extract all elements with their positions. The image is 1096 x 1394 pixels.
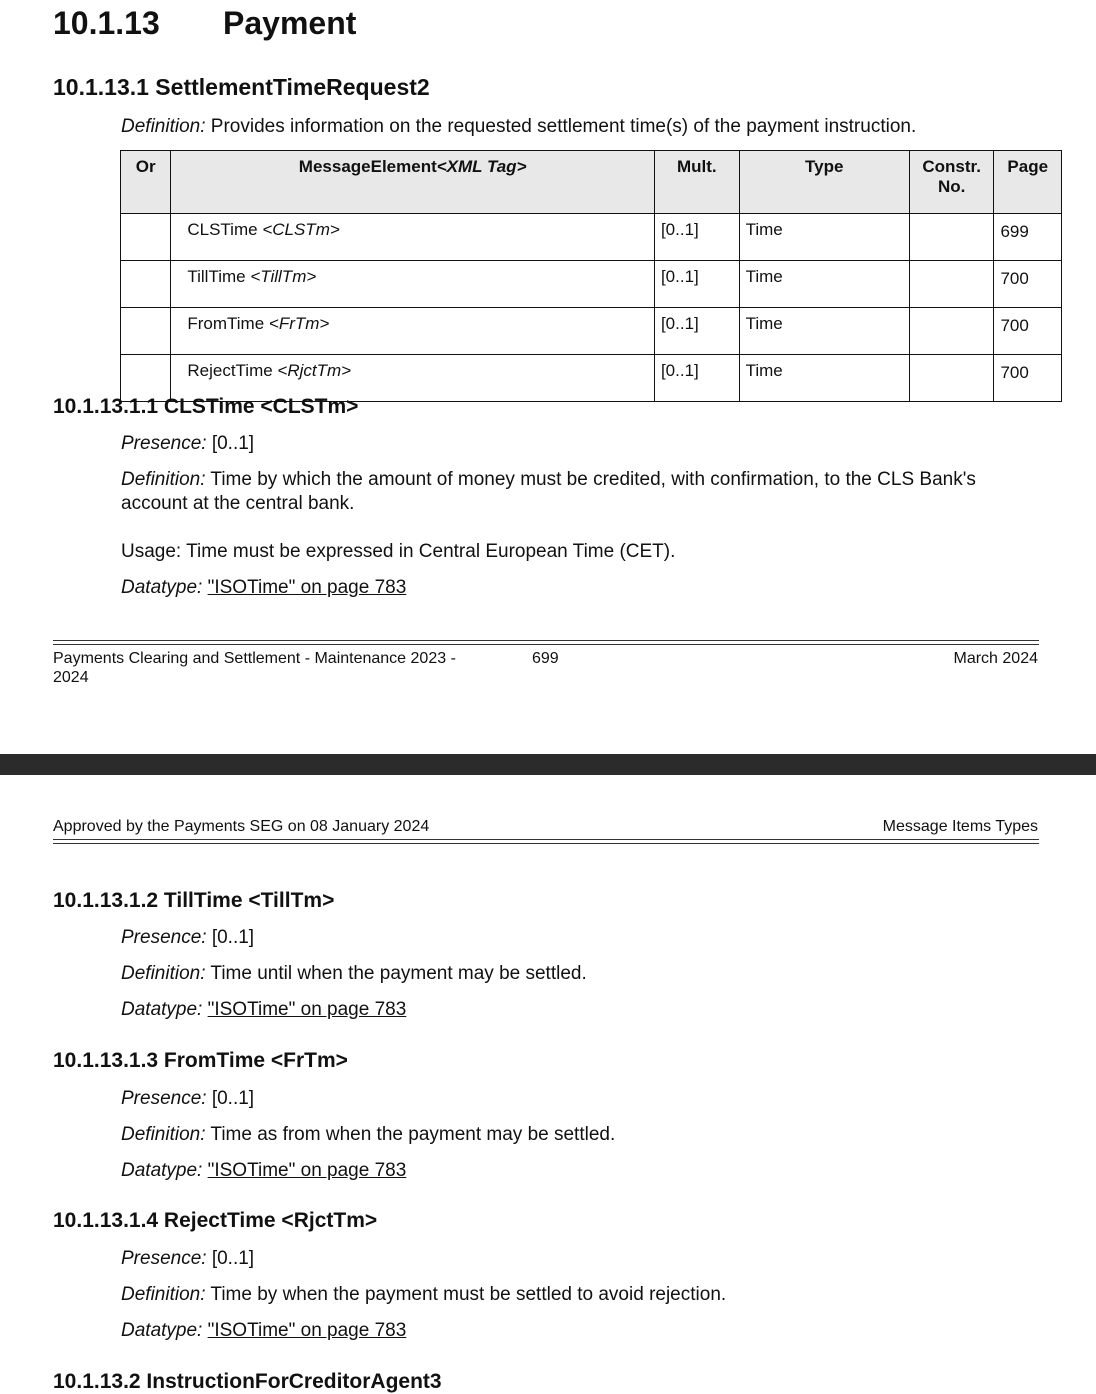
definition-label: Definition:: [121, 469, 206, 490]
definition-text: Time by which the amount of money must be credited, with confirmation, to the CLS Bank's: [205, 469, 976, 490]
fromtime-heading: 10.1.13.1.3 FromTime <FrTm>: [53, 1049, 348, 1072]
table-row: [121, 308, 1062, 355]
presence-value: [0..1]: [206, 433, 255, 454]
element-tag: <CLSTm>: [262, 220, 340, 239]
tilltime-definition: [121, 963, 587, 985]
section-number: 10.1.13: [53, 5, 160, 41]
element-tag: <RjctTm>: [277, 361, 352, 380]
cell-or: [121, 214, 171, 261]
presence-label: Presence:: [121, 927, 207, 948]
tilltime-presence: [121, 927, 254, 949]
definition-label: Definition:: [121, 1284, 206, 1305]
cell-page: 699: [994, 214, 1062, 261]
cell-or: [121, 308, 171, 355]
header-element-name: MessageElement: [298, 157, 437, 176]
cell-constr: [909, 261, 994, 308]
header-section-name: Message Items Types: [882, 818, 1038, 835]
fromtime-definition: [121, 1124, 615, 1146]
cell-page: 700: [994, 308, 1062, 355]
cell-mult: [0..1]: [654, 261, 739, 308]
cell-element: [171, 214, 655, 261]
table-row: [121, 261, 1062, 308]
clstime-usage: Usage: Time must be expressed in Central European Time (CET).: [121, 541, 676, 562]
header-page: Page: [994, 151, 1062, 214]
definition-line: [121, 116, 916, 138]
datatype-label: Datatype:: [121, 999, 203, 1020]
presence-label: Presence:: [121, 1248, 207, 1269]
definition-text: Time by when the payment must be settled to avoid rejection.: [205, 1284, 727, 1305]
header-element-tag: <XML Tag>: [436, 157, 527, 176]
definition-label: Definition:: [121, 1124, 206, 1145]
tilltime-heading: 10.1.13.1.2 TillTime <TillTm>: [53, 889, 335, 912]
subsection-heading: 10.1.13.1 SettlementTimeRequest2: [53, 74, 430, 100]
isotime-link[interactable]: "ISOTime" on page 783: [207, 1160, 407, 1181]
clstime-definition-line1: [121, 469, 976, 491]
definition-label: Definition:: [121, 963, 206, 984]
presence-label: Presence:: [121, 433, 207, 454]
clstime-definition-line2: account at the central bank.: [121, 493, 355, 514]
isotime-link[interactable]: "ISOTime" on page 783: [207, 577, 407, 598]
cell-mult: [0..1]: [654, 308, 739, 355]
presence-value: [0..1]: [206, 927, 255, 948]
isotime-link[interactable]: "ISOTime" on page 783: [207, 999, 407, 1020]
cell-page: 700: [994, 261, 1062, 308]
element-name: RejectTime: [187, 361, 278, 380]
element-tag: <TillTm>: [250, 267, 317, 286]
clstime-datatype: [121, 577, 406, 599]
message-element-table: [120, 150, 1062, 402]
definition-text: Provides information on the requested settlement time(s) of the payment instruction.: [205, 116, 917, 137]
presence-value: [0..1]: [206, 1088, 255, 1109]
datatype-label: Datatype:: [121, 1160, 203, 1181]
table-header-row: [121, 151, 1062, 214]
cell-or: [121, 261, 171, 308]
cell-constr: [909, 308, 994, 355]
table-row: [121, 214, 1062, 261]
rejecttime-definition: [121, 1284, 726, 1306]
header-or: Or: [121, 151, 171, 214]
presence-label: Presence:: [121, 1088, 207, 1109]
element-name: TillTime: [187, 267, 251, 286]
page-separator: [0, 754, 1096, 775]
clstime-presence: [121, 433, 254, 455]
footer-page-number: 699: [532, 650, 559, 667]
cell-constr: [909, 214, 994, 261]
cell-page: 700: [994, 355, 1062, 402]
cell-type: Time: [739, 355, 909, 402]
header-approval: Approved by the Payments SEG on 08 January 2024: [53, 818, 430, 835]
element-name: FromTime: [187, 314, 269, 333]
clstime-heading: 10.1.13.1.1 CLSTime <CLSTm>: [53, 395, 359, 418]
footer-rule: [53, 640, 1039, 645]
element-tag: <FrTm>: [268, 314, 330, 333]
rejecttime-heading: 10.1.13.1.4 RejectTime <RjctTm>: [53, 1209, 378, 1232]
header-constr-line2: No.: [937, 177, 966, 196]
tilltime-datatype: [121, 999, 406, 1021]
definition-text: Time until when the payment may be settled.: [205, 963, 587, 984]
element-name: CLSTime: [187, 220, 263, 239]
datatype-label: Datatype:: [121, 577, 203, 598]
footer-date: March 2024: [953, 650, 1038, 667]
cell-element: [171, 261, 655, 308]
isotime-link[interactable]: "ISOTime" on page 783: [207, 1320, 407, 1341]
footer-doc-title-line1: Payments Clearing and Settlement - Maintenance 2023 -: [53, 650, 456, 667]
header-constr-line1: Constr.: [922, 157, 981, 176]
header-constr: [909, 151, 994, 214]
cell-mult: [0..1]: [654, 355, 739, 402]
cell-type: Time: [739, 261, 909, 308]
cell-constr: [909, 355, 994, 402]
next-subsection-heading: 10.1.13.2 InstructionForCreditorAgent3: [53, 1370, 442, 1393]
cell-type: Time: [739, 308, 909, 355]
cell-mult: [0..1]: [654, 214, 739, 261]
definition-text: Time as from when the payment may be settled.: [205, 1124, 616, 1145]
rejecttime-presence: [121, 1248, 254, 1270]
header-rule: [53, 839, 1039, 844]
cell-type: Time: [739, 214, 909, 261]
fromtime-presence: [121, 1088, 254, 1110]
section-title: Payment: [223, 5, 357, 41]
header-type: Type: [739, 151, 909, 214]
rejecttime-datatype: [121, 1320, 406, 1342]
header-element: [171, 151, 655, 214]
fromtime-datatype: [121, 1160, 406, 1182]
presence-value: [0..1]: [206, 1248, 255, 1269]
header-mult: Mult.: [654, 151, 739, 214]
cell-element: [171, 308, 655, 355]
footer-doc-title-line2: 2024: [53, 669, 89, 686]
datatype-label: Datatype:: [121, 1320, 203, 1341]
definition-label: Definition:: [121, 116, 206, 137]
